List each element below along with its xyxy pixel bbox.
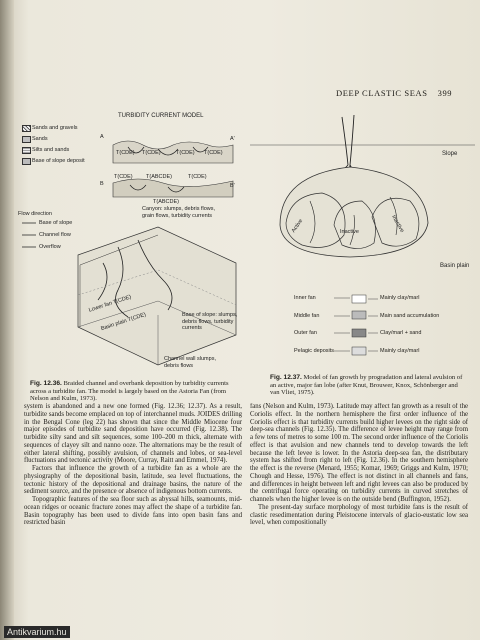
channel-wall-callout: Channel wall slumps, debris flows: [164, 356, 216, 369]
right-text-column: [250, 403, 468, 633]
canyon-callout: Canyon: slumps, debris flows, grain flows, turbidity currents: [142, 206, 216, 219]
basin-plain-label: Basin plain T(CDE): [100, 311, 147, 333]
running-title: DEEP CLASTIC SEAS: [336, 88, 428, 98]
left-text-column: [24, 403, 242, 628]
inner-fan-desc: Mainly clay/marl: [380, 295, 420, 301]
base-slope-callout: Base of slope: slumps, debris flows, turbidity currents: [182, 312, 238, 332]
outer-fan-desc: Clay/marl + sand: [380, 330, 422, 336]
legend-silts: Silts and sands: [32, 147, 70, 153]
middle-fan-label: Middle fan: [294, 313, 320, 319]
legend-sands-gravels: Sands and gravels: [32, 125, 78, 131]
flow-base-of-slope: Base of slope: [39, 220, 73, 226]
caption-number: Fig. 12.37.: [270, 374, 302, 381]
fan-block-diagram: [18, 105, 238, 375]
figure-12-36-caption: [30, 380, 240, 403]
inner-fan-label: Inner fan: [294, 295, 316, 301]
fig37-basin-plain: Basin plain: [440, 263, 470, 269]
fan-growth-diagram: [250, 105, 475, 375]
left-paragraph-2: Factors that influence the growth of a turbidite fan as a whole are the physiography of the depositional basin, latitude, sea level fluctuations, the tectonic history of the depositional and drainage basins, the nature of the sediment source, and the presence or absence of indigenous bottom currents.: [24, 465, 242, 496]
slope-label: Slope: [442, 151, 458, 157]
section-a-label: A: [100, 134, 104, 140]
caption-text: Model of fan growth by progradation and lateral avulsion of an active, major fan lobe (after Knut, Brouwer, Knox, Schönberger and van Vliet, 1975).: [270, 374, 463, 397]
watermark: Antikvarium.hu: [4, 626, 70, 638]
section-b-prime-label: B': [230, 183, 235, 189]
outer-fan-label: Outer fan: [294, 330, 317, 336]
seq-b-2: T(ABCDE): [146, 174, 172, 180]
figure-12-36: [18, 105, 238, 375]
running-header: [336, 88, 452, 98]
lobe-active-label: Active: [290, 218, 305, 234]
seq-a-4: T(CDE): [204, 150, 223, 156]
lower-fan-label: Lower fan T(CDE): [88, 294, 133, 314]
page-number: 399: [437, 88, 453, 98]
right-paragraph-2: The present-day surface morphology of most turbidite fans is the result of clastic resedimentation during Pleistocene intervals of glacio-eustatic low sea level, when compositionally: [250, 503, 468, 527]
left-paragraph-3: Topographic features of the sea floor such as abyssal hills, seamounts, mid-ocean ridges or oceanic fracture zones may affect the shape of a turbidite fan. Basin topography has been used to divide fans into open basin fans and restricted basin: [24, 496, 242, 527]
lobe-inactive-1-label: Inactive: [340, 229, 359, 235]
legend-base-slope: Base of slope deposit: [32, 158, 85, 164]
flow-channel: Channel flow: [39, 232, 71, 238]
flow-direction-title: Flow direction: [18, 211, 52, 217]
legend-sands: Sands: [32, 136, 48, 142]
caption-text: Braided channel and overbank deposition by turbidity currents across a turbidite fan. The model is largely based on the Astoria Fan (from Nelson and Kulm, 1973).: [30, 380, 229, 403]
seq-b-1: T(CDE): [114, 174, 133, 180]
right-paragraph-1: fans (Nelson and Kulm, 1973). Latitude may affect fan growth as a result of the Coriolis effect. In the northern hemisphere the first order influence of the Coriolis effect is that turbidity currents build higher levees on the right side of deep-sea channels (Fig. 12.35). The difference of levee height may range from a few tens of metres to some 100 m. The second order influence of the Coriolis effect is that avulsion and new channels tend to develop towards the left because the left levee is lower. In the Astoria deep-sea fan, the distributary system has shifted from right to left (Fig. 12.36). In the southern hemisphere the effect is the reverse (Menard, 1955; Komar, 1969; Griggs and Kulm, 1970; Chough and Hesse, 1976). The effect is not distinct in all channels and fans, and differences in height between left and right levees can also be produced by the centrifugal force operating on turbidity currents in curved stretches of channels when the higher levee is on the outside bend (Buffington, 1952).: [250, 403, 468, 503]
pelagic-label: Pelagic deposits: [294, 348, 335, 354]
model-title: TURBIDITY CURRENT MODEL: [118, 113, 204, 119]
left-paragraph-1: system is abandoned and a new one formed (Fig. 12.36; 12.37). As a result, turbidite sands become emplaced on top of interchannel muds. JOIDES drilling in the Bengal Cone (leg 22) has shown that since the Middle Miocene four major episodes of turbidite sand deposition have occurred (Fig. 12.38). The turbidite silty sand and silt sequences, some 100–200 m thick, alternate with sequences of clayey silt and nanno ooze. The alternations may be the result of either lateral shifting, possibly avulsion, of channels and lobes, or sea-level fluctuations and tectonic activity (Moore, Curray, Raitt and Emmel, 1974).: [24, 403, 242, 465]
section-a-prime-label: A': [230, 136, 235, 142]
seq-b2: T(ABCDE): [153, 199, 179, 205]
page-gutter: [0, 0, 14, 640]
figure-12-37-caption: [270, 374, 465, 397]
seq-a-1: T(CDE): [116, 150, 135, 156]
seq-a-2: T(CDE): [142, 150, 161, 156]
caption-number: Fig. 12.36.: [30, 380, 62, 387]
section-b-label: B: [100, 181, 104, 187]
pelagic-desc: Mainly clay/marl: [380, 348, 420, 354]
middle-fan-desc: Main sand accumulation: [380, 313, 440, 319]
seq-b-3: T(CDE): [188, 174, 207, 180]
flow-overflow: Overflow: [39, 244, 61, 250]
seq-a-3: T(CDE): [176, 150, 195, 156]
lobe-inactive-2-label: Inactive: [390, 214, 405, 234]
figure-12-37: [250, 105, 475, 375]
